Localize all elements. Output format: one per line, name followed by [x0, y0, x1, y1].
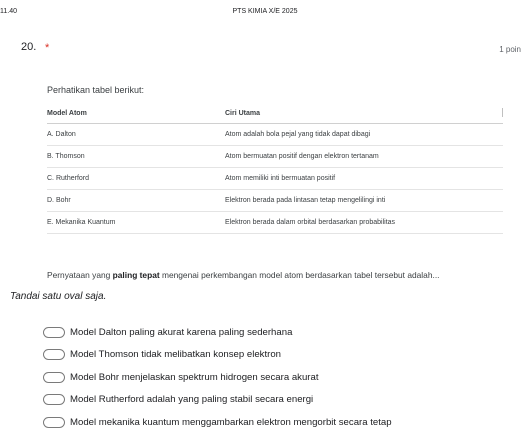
table-cell-model: E. Mekanika Kuantum	[47, 212, 225, 234]
answer-option-4[interactable]	[43, 391, 313, 407]
answer-option-label: Model Dalton paling akurat karena paling sederhana	[70, 326, 293, 338]
table-cell-feature: Atom memiliki inti bermuatan positif	[225, 168, 503, 190]
answer-instruction: Tandai satu oval saja.	[10, 291, 107, 302]
table-row	[47, 212, 503, 234]
table-scroll-indicator	[502, 108, 503, 117]
question-intro: Perhatikan tabel berikut:	[47, 85, 145, 95]
table-cell-model: B. Thomson	[47, 146, 225, 168]
statement-text-after: mengenai perkembangan model atom berdasarkan tabel tersebut adalah...	[159, 270, 440, 280]
atom-model-table	[47, 103, 503, 234]
header-ciri-utama-label: Ciri Utama	[225, 109, 261, 117]
radio-oval[interactable]	[43, 349, 65, 360]
table-cell-feature: Elektron berada pada lintasan tetap mengelilingi inti	[225, 190, 503, 212]
radio-oval[interactable]	[43, 327, 65, 338]
question-number: 20.	[21, 41, 37, 53]
table-row	[47, 168, 503, 190]
required-mark: *	[45, 42, 50, 54]
radio-oval[interactable]	[43, 394, 65, 405]
header-model-atom: Model Atom	[47, 103, 225, 124]
table-cell-model: D. Bohr	[47, 190, 225, 212]
answer-option-1[interactable]	[43, 324, 292, 340]
table-row	[47, 124, 503, 146]
table-cell-model: A. Dalton	[47, 124, 225, 146]
answer-option-5[interactable]	[43, 414, 392, 430]
form-title: PTS KIMIA X/E 2025	[232, 8, 298, 15]
answer-option-2[interactable]	[43, 346, 281, 362]
statement-emphasis: paling tepat	[112, 270, 160, 280]
answer-option-label: Model Rutherford adalah yang paling stabil secara energi	[70, 393, 314, 405]
table-row	[47, 190, 503, 212]
radio-oval[interactable]	[43, 417, 65, 428]
table-row	[47, 146, 503, 168]
answer-option-3[interactable]	[43, 369, 319, 385]
question-statement	[47, 270, 439, 280]
radio-oval[interactable]	[43, 372, 65, 383]
table-header-row	[47, 103, 503, 124]
answer-option-label: Model Thomson tidak melibatkan konsep elektron	[70, 348, 282, 360]
table-cell-feature: Atom adalah bola pejal yang tidak dapat dibagi	[225, 124, 503, 146]
table-cell-feature: Atom bermuatan positif dengan elektron tertanam	[225, 146, 503, 168]
table-cell-feature: Elektron berada dalam orbital berdasarkan probabilitas	[225, 212, 503, 234]
header-time: 11.40	[0, 8, 17, 15]
header-ciri-utama	[225, 103, 503, 124]
answer-option-label: Model mekanika kuantum menggambarkan elektron mengorbit secara tetap	[70, 416, 392, 428]
table-cell-model: C. Rutherford	[47, 168, 225, 190]
question-points: 1 poin	[499, 45, 521, 54]
answer-option-label: Model Bohr menjelaskan spektrum hidrogen secara akurat	[70, 371, 319, 383]
statement-text-before: Pernyataan yang	[47, 270, 113, 280]
